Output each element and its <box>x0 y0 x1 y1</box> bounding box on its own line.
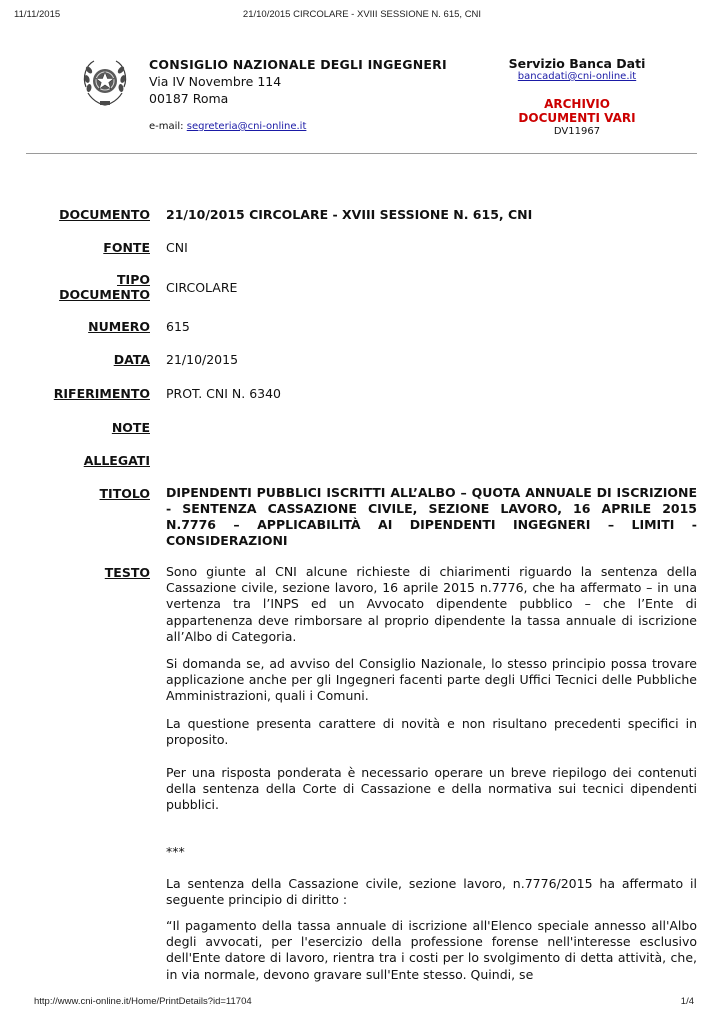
label-documento-tipo: DOCUMENTO <box>59 287 150 302</box>
print-footer-page: 1/4 <box>680 996 694 1007</box>
email-link[interactable]: segreteria@cni-online.it <box>186 121 307 132</box>
label-fonte: FONTE <box>103 240 150 255</box>
label-titolo: TITOLO <box>99 486 150 501</box>
label-documento: DOCUMENTO <box>59 207 150 222</box>
value-tipo: CIRCOLARE <box>166 280 238 295</box>
service-email-link[interactable]: bancadati@cni-online.it <box>517 71 637 82</box>
label-tipo: TIPO <box>117 272 150 287</box>
label-numero: NUMERO <box>88 319 150 334</box>
value-documento: 21/10/2015 CIRCOLARE - XVIII SESSIONE N. 615, CNI <box>166 207 533 222</box>
value-titolo: DIPENDENTI PUBBLICI ISCRITTI ALL’ALBO – QUOTA ANNUALE DI ISCRIZIONE - SENTENZA CASSAZIONE CIVILE, SEZIONE LAVORO, 16 APRILE 2015 N.7776 – APPLICABILITÀ AI DIPENDENTI INGEGNERI – LIMITI - CONSIDERAZIONI <box>166 485 697 548</box>
label-allegati: ALLEGATI <box>83 453 150 468</box>
value-numero: 615 <box>166 319 190 334</box>
body-paragraph-4: Per una risposta ponderata è necessario operare un breve riepilogo dei contenuti della sentenza della Corte di Cassazione e della normativa sui tecnici dipendenti pubblici. <box>166 765 697 813</box>
label-data: DATA <box>113 352 150 367</box>
email-line <box>149 121 306 132</box>
archive-line2: DOCUMENTI VARI <box>518 111 636 125</box>
value-fonte: CNI <box>166 240 188 255</box>
print-date: 11/11/2015 <box>14 9 61 20</box>
header-divider <box>26 153 697 154</box>
address-street: Via IV Novembre 114 <box>149 74 282 89</box>
body-paragraph-2: Si domanda se, ad avviso del Consiglio Nazionale, lo stesso principio possa trovare applicazione anche per gli Ingegneri facenti parte degli Uffici Tecnici delle Pubbliche Amministrazioni, quali i Comuni. <box>166 656 697 704</box>
value-data: 21/10/2015 <box>166 352 239 367</box>
body-separator: *** <box>166 844 185 859</box>
email-label: e-mail: <box>149 121 184 132</box>
body-paragraph-1: Sono giunte al CNI alcune richieste di chiarimenti riguardo la sentenza della Cassazione civile, sezione lavoro, 16 aprile 2015 n.7776, che ha affermato – in una vertenza tra l’INPS ed un Avvocato dipendente pubblico – che l’Ente di appartenenza deve rimborsare al proprio dipendente la tassa annuale di iscrizione all’Albo di Categoria. <box>166 564 697 644</box>
service-title: Servizio Banca Dati <box>508 56 646 71</box>
label-riferimento: RIFERIMENTO <box>53 386 150 401</box>
document-code: DV11967 <box>553 126 601 137</box>
italian-emblem-icon <box>80 57 130 109</box>
value-riferimento: PROT. CNI N. 6340 <box>166 386 282 401</box>
organization-name: CONSIGLIO NAZIONALE DEGLI INGEGNERI <box>149 57 447 72</box>
address-city: 00187 Roma <box>149 91 229 106</box>
label-note: NOTE <box>111 420 150 435</box>
print-title: 21/10/2015 CIRCOLARE - XVIII SESSIONE N. 615, CNI <box>242 9 482 20</box>
body-paragraph-6: “Il pagamento della tassa annuale di iscrizione all'Elenco speciale annesso all'Albo degli avvocati, per l'esercizio della professione forense nell'interesse esclusivo dell'Ente datore di lavoro, rientra tra i costi per lo svolgimento di detta attività, che, in via normale, devono gravare sull'Ente stesso. Quindi, se <box>166 918 697 982</box>
label-testo: TESTO <box>104 565 150 580</box>
body-paragraph-5: La sentenza della Cassazione civile, sezione lavoro, n.7776/2015 ha affermato il seguente principio di diritto : <box>166 876 697 908</box>
archive-line1: ARCHIVIO <box>544 97 610 111</box>
service-email-container <box>502 71 652 82</box>
body-paragraph-3: La questione presenta carattere di novità e non risultano precedenti specifici in proposito. <box>166 716 697 748</box>
print-footer-url: http://www.cni-online.it/Home/PrintDetails?id=11704 <box>34 996 252 1007</box>
